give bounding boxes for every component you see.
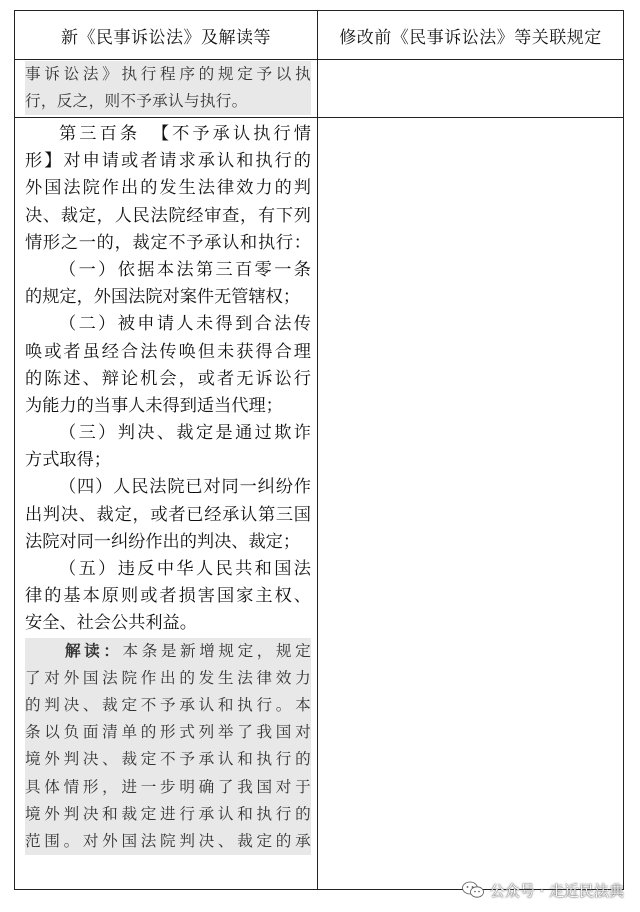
- list-item-line: 律的基本原则或者损害国家主权、: [25, 586, 311, 607]
- interpretation-line: 具体情形，进一步明确了我国对于: [25, 774, 311, 801]
- article-line: 外国法院作出的发生法律效力的判: [25, 178, 311, 199]
- article-line: 形】对申请或者请求承认和执行的: [25, 151, 311, 172]
- list-item-line: 的规定，外国法院对案件无管辖权；: [25, 287, 301, 308]
- list-item-line: 为能力的当事人未得到适当代理；: [25, 395, 283, 416]
- wechat-icon: [462, 881, 484, 899]
- interpretation-line: 的判决、裁定不予承认和执行。本: [25, 692, 311, 719]
- interpretation-label: 解读：: [65, 641, 123, 660]
- list-item-line: 方式取得；: [25, 450, 111, 471]
- list-item-line: （四）人民法院已对同一纠纷作: [59, 477, 311, 498]
- header-divider: [15, 59, 623, 60]
- header-new-law: 新《民事诉讼法》及解读等: [61, 27, 271, 48]
- list-item-line: （二）被申请人未得到合法传: [59, 314, 311, 335]
- list-item-line: 出判决、裁定，或者已经承认第三国: [25, 504, 311, 525]
- article-line: 决、裁定，人民法院经审查，有下列: [25, 205, 311, 226]
- list-item-line: 安全、社会公共利益。: [25, 613, 197, 634]
- watermark-text: 公众号 · 走近民法典: [489, 881, 624, 900]
- column-divider: [317, 11, 318, 889]
- list-item-line: 法院对同一纠纷作出的判决、裁定；: [25, 531, 301, 552]
- list-item-line: 的陈述、辩论机会，或者无诉讼行: [25, 368, 311, 389]
- header-old-law: 修改前《民事诉讼法》等关联规定: [339, 27, 602, 48]
- watermark: [462, 878, 624, 902]
- interpretation-line: [25, 638, 311, 665]
- interpretation-line: 了对外国法院作出的发生法律效力: [25, 665, 311, 692]
- article-300-cell: [25, 121, 311, 855]
- article-title: 第三百条 【不予承认执行情: [59, 124, 311, 144]
- list-item-line: （一）依据本法第三百零一条: [59, 259, 311, 280]
- comparison-table: [14, 10, 624, 890]
- interpretation-line: 境外判决、裁定不予承认和执行的: [25, 746, 311, 773]
- text-line: 事诉讼法》执行程序的规定予以执: [25, 61, 311, 88]
- interpretation-line: 范围。对外国法院判决、裁定的承: [25, 828, 311, 855]
- interpretation-text: 本条是新增规定，规定: [122, 641, 311, 660]
- interpretation-line: 境外判决和裁定进行承认和执行的: [25, 801, 311, 828]
- interpretation-block: [25, 638, 311, 856]
- interpretation-line: 条以负面清单的形式列举了我国对: [25, 719, 311, 746]
- list-item-line: （三）判决、裁定是通过欺诈: [59, 423, 311, 444]
- top-cell-text: [25, 61, 311, 115]
- text-line: 行，反之，则不予承认与执行。: [25, 88, 311, 115]
- list-item-line: 唤或者虽经合法传唤但未获得合理: [25, 341, 311, 362]
- row-divider: [15, 117, 623, 118]
- list-item-line: （五）违反中华人民共和国法: [59, 559, 311, 579]
- article-line: 情形之一的，裁定不予承认和执行：: [25, 232, 311, 253]
